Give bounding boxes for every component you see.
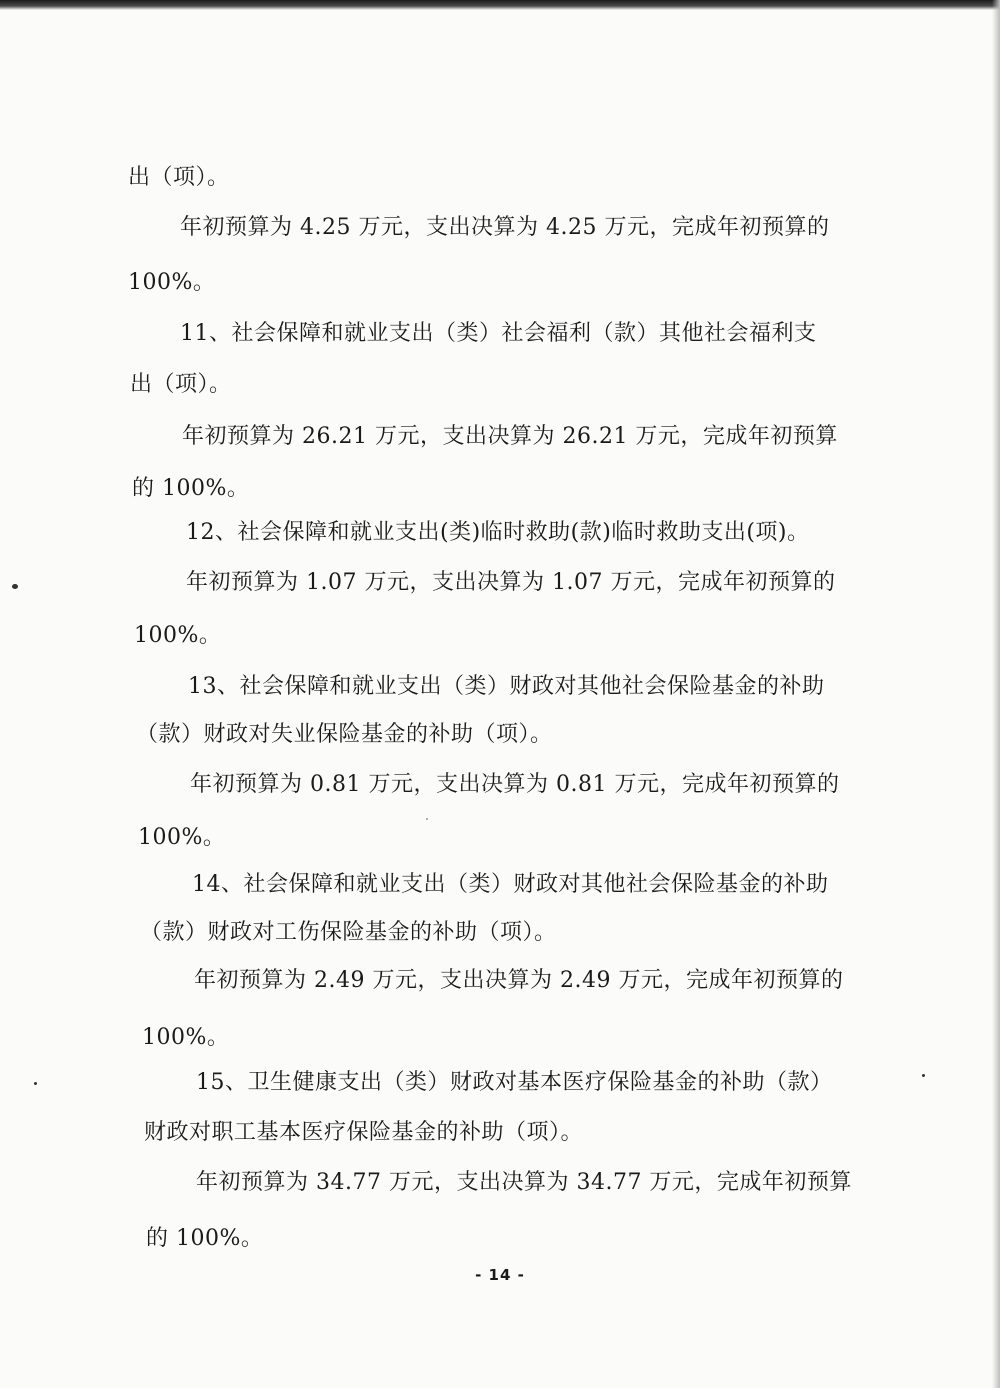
text-line: 年初预算为 0.81 万元，支出决算为 0.81 万元，完成年初预算的	[190, 772, 840, 797]
text-line: 12、社会保障和就业支出(类)临时救助(款)临时救助支出(项)。	[186, 520, 810, 545]
text-line: 年初预算为 34.77 万元，支出决算为 34.77 万元，完成年初预算	[196, 1170, 852, 1195]
text-line: 100%。	[128, 270, 216, 295]
text-line: 年初预算为 2.49 万元，支出决算为 2.49 万元，完成年初预算的	[194, 968, 844, 993]
text-line: 15、卫生健康支出（类）财政对基本医疗保险基金的补助（款）	[196, 1070, 833, 1095]
text-line: 13、社会保障和就业支出（类）财政对其他社会保险基金的补助	[188, 674, 825, 699]
text-line: 年初预算为 4.25 万元，支出决算为 4.25 万元，完成年初预算的	[180, 215, 830, 240]
text-line: 14、社会保障和就业支出（类）财政对其他社会保险基金的补助	[192, 872, 829, 897]
text-line: 出（项）。	[128, 165, 230, 190]
text-line: 财政对职工基本医疗保险基金的补助（项）。	[144, 1120, 584, 1145]
scan-speck	[922, 1074, 925, 1077]
text-line: 年初预算为 26.21 万元，支出决算为 26.21 万元，完成年初预算	[182, 424, 838, 449]
scan-speck	[426, 818, 428, 820]
scan-speck	[12, 584, 18, 589]
text-line: 出（项）。	[130, 372, 232, 397]
scan-speck	[34, 1082, 37, 1085]
page-number: - 14 -	[475, 1266, 525, 1284]
text-line: （款）财政对失业保险基金的补助（项）。	[136, 722, 553, 747]
text-line: 11、社会保障和就业支出（类）社会福利（款）其他社会福利支	[180, 321, 817, 346]
text-line: 的 100%。	[132, 476, 250, 501]
text-line: 100%。	[142, 1025, 230, 1050]
text-line: 100%。	[138, 825, 226, 850]
text-line: 的 100%。	[146, 1226, 264, 1251]
text-line: 年初预算为 1.07 万元，支出决算为 1.07 万元，完成年初预算的	[186, 570, 836, 595]
text-line: 100%。	[134, 623, 222, 648]
text-line: （款）财政对工伤保险基金的补助（项）。	[140, 920, 557, 945]
